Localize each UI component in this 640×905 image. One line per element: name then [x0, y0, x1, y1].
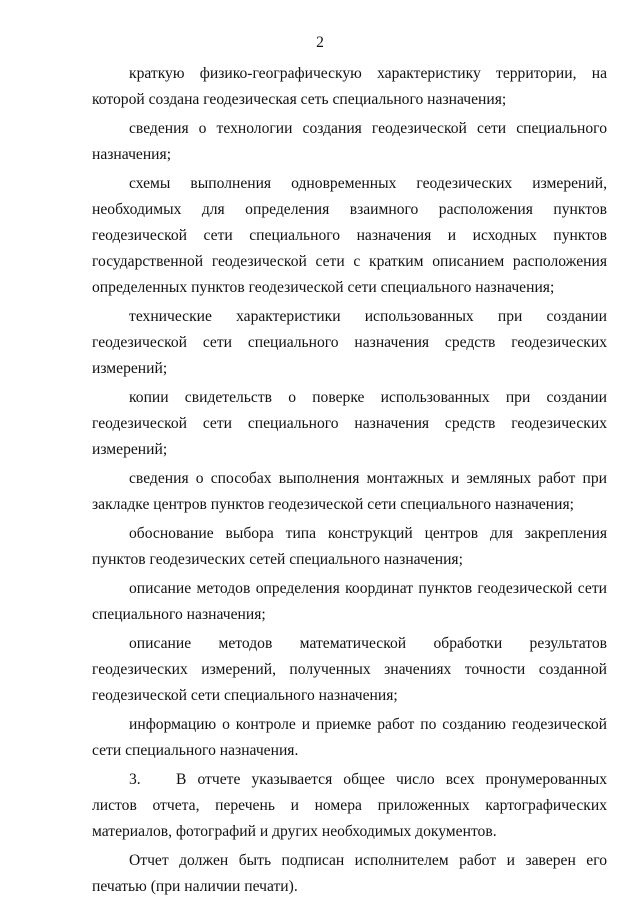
page-number: 2 — [316, 34, 324, 51]
numbered-paragraph — [92, 767, 607, 845]
list-item-physico-geographic: краткую физико-географическую характеристику территории, на которой создана геодезическая сеть специального назначения; — [92, 65, 607, 108]
document-body — [92, 61, 607, 903]
paragraph-text: В отчете указывается общее число всех пронумерованных листов отчета, перечень и номера приложенных картографических материалов, фотографий и других необходимых документов. — [92, 771, 607, 840]
list-item-control-acceptance: информацию о контроле и приемке работ по созданию геодезической сети специального назначения. — [92, 716, 607, 759]
list-item-instrument-characteristics: технические характеристики использованных при создании геодезической сети специального назначения средств геодезических измерений; — [92, 308, 607, 377]
closing-paragraph: Отчет должен быть подписан исполнителем работ и заверен его печатью (при наличии печати). — [92, 852, 607, 895]
list-item-technology: сведения о технологии создания геодезической сети специального назначения; — [92, 120, 607, 163]
list-item-installation-methods: сведения о способах выполнения монтажных и земляных работ при закладке центров пунктов геодезической сети специального назначения; — [92, 470, 607, 513]
list-item-coordinate-methods: описание методов определения координат пунктов геодезической сети специального назначения; — [92, 580, 607, 623]
list-item-processing-methods: описание методов математической обработки результатов геодезических измерений, полученных значениях точности созданной геодезической сети специального назначения; — [92, 635, 607, 704]
list-item-measurement-schemes: схемы выполнения одновременных геодезических измерений, необходимых для определения взаимного расположения пунктов геодезической сети специального назначения и исходных пунктов государственной геодезической сети с кратким описанием расположения определенных пунктов геодезической сети специального назначения; — [92, 175, 607, 296]
paragraph-number: 3. — [129, 771, 141, 788]
list-item-center-type-justification: обоснование выбора типа конструкций центров для закрепления пунктов геодезических сетей специального назначения; — [92, 525, 607, 568]
list-item-verification-certificates: копии свидетельств о поверке использованных при создании геодезической сети специального назначения средств геодезических измерений; — [92, 389, 607, 458]
